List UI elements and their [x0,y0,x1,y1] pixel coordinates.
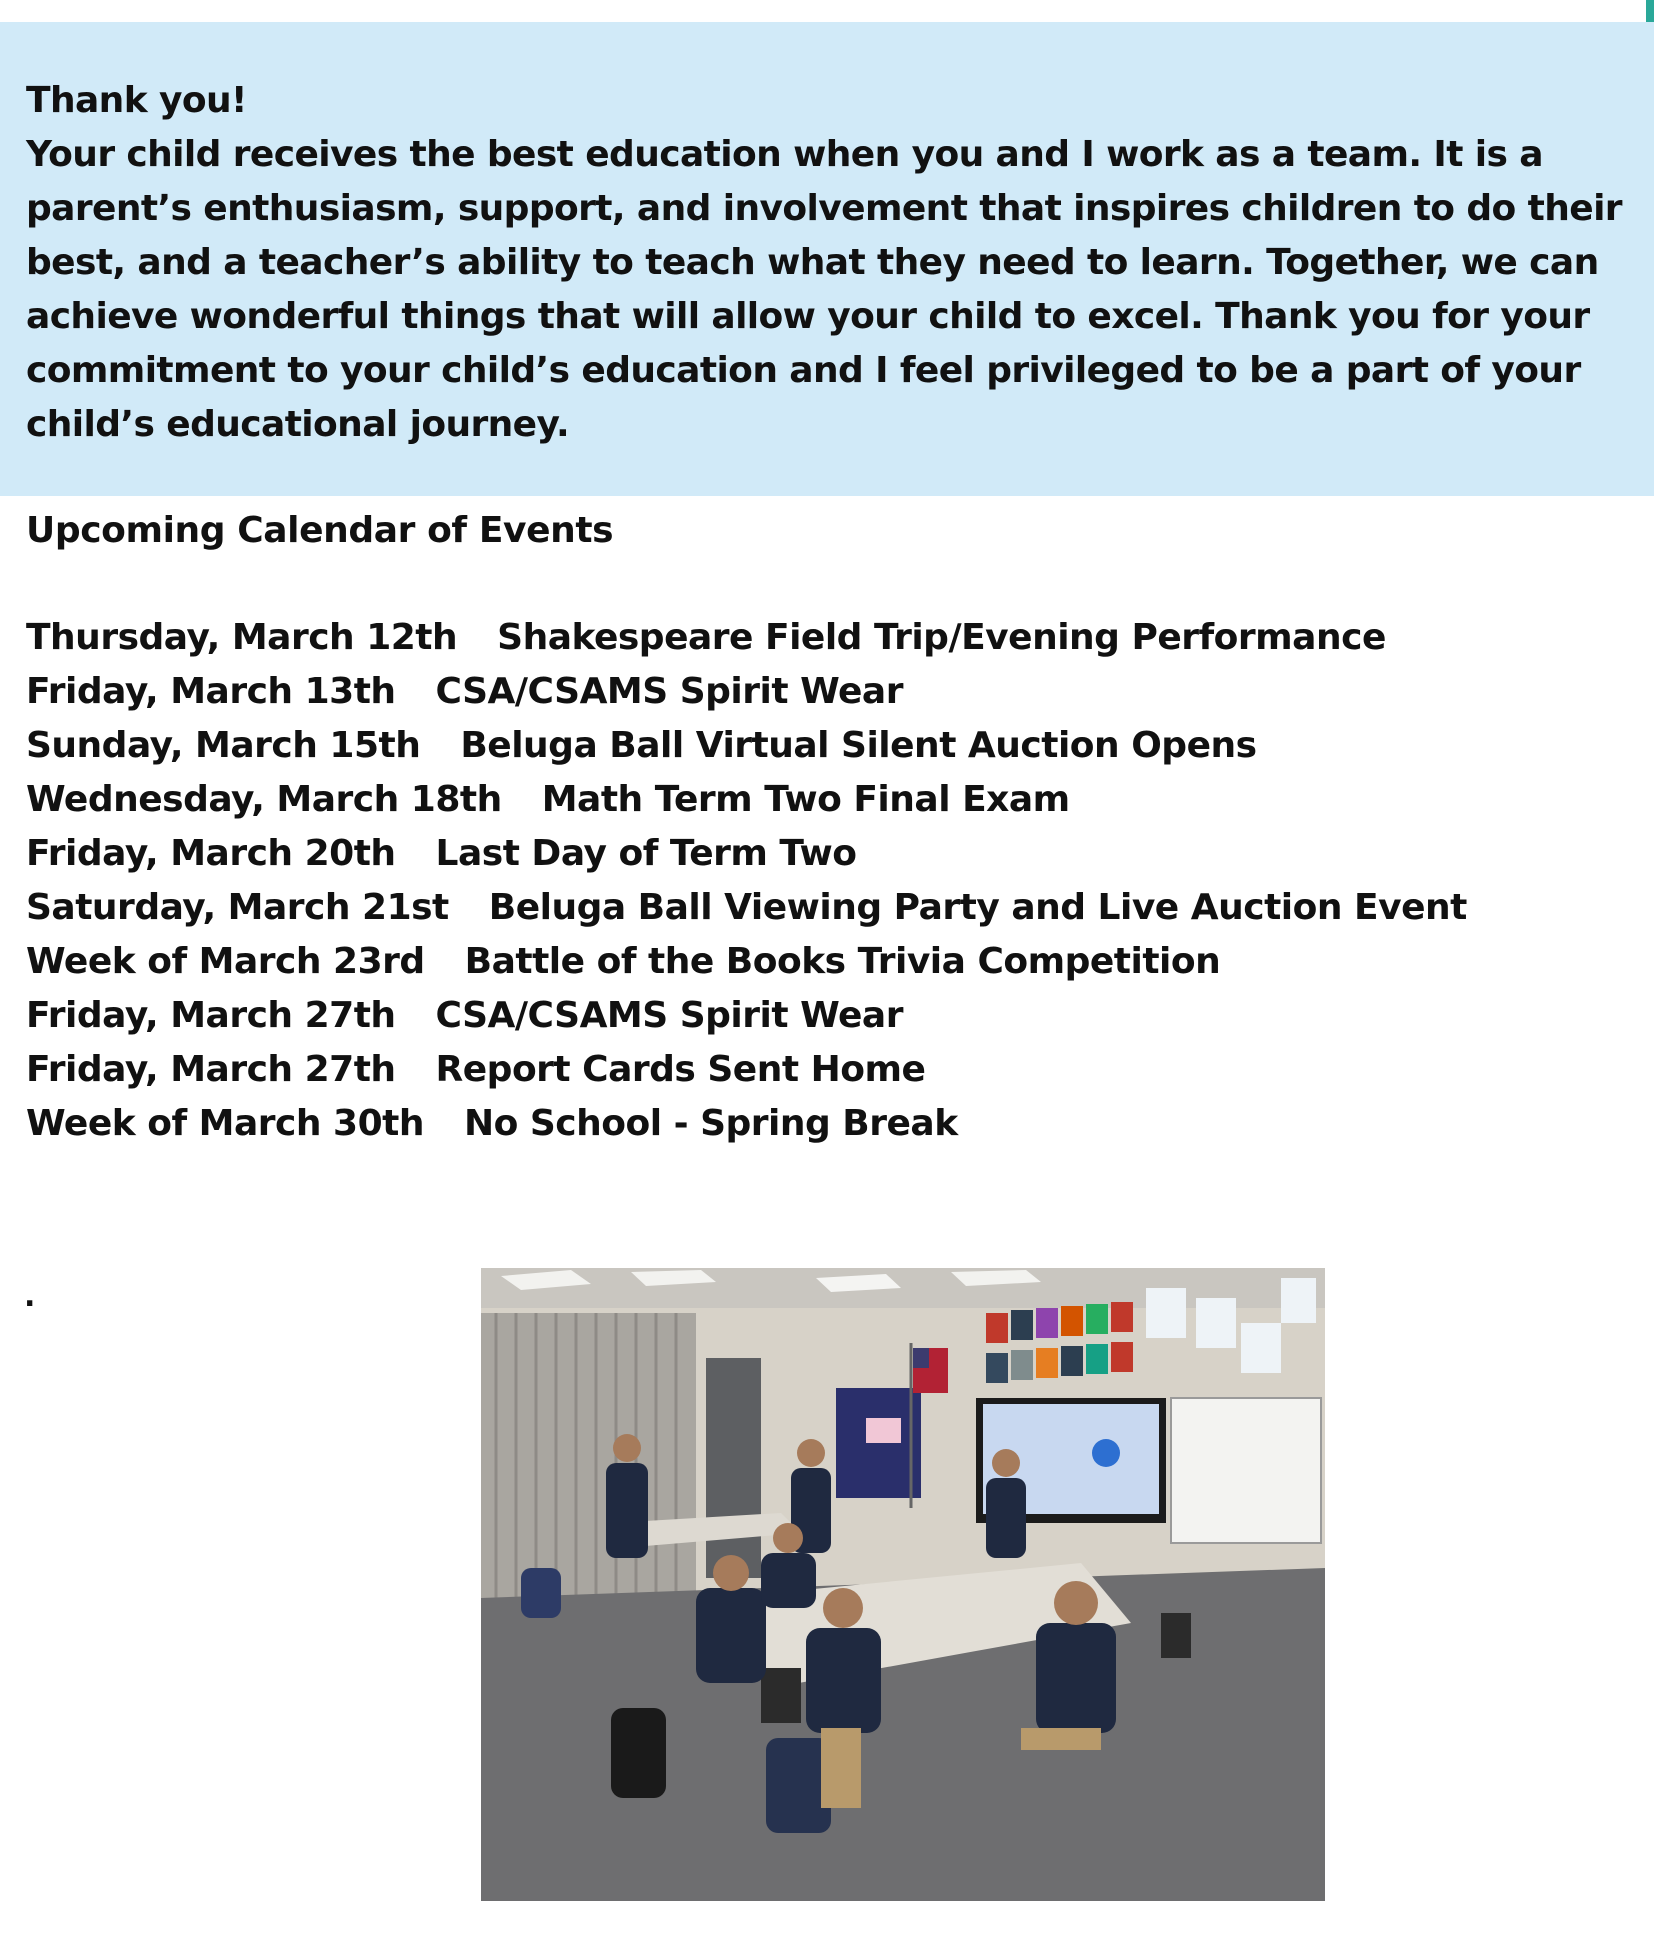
event-list [26,611,1606,1151]
event-row [26,881,1606,935]
event-date: Friday, March 27th [26,1049,396,1090]
calendar-heading: Upcoming Calendar of Events [26,510,614,551]
event-date: Week of March 30th [26,1103,424,1144]
event-title: Last Day of Term Two [435,833,857,874]
calendar-of-events [26,505,1606,1151]
event-title: Beluga Ball Virtual Silent Auction Opens [460,725,1257,766]
event-date: Thursday, March 12th [26,617,458,658]
event-date: Wednesday, March 18th [26,779,502,820]
thank-you-message: Your child receives the best education when you and I work as a team. It is a parent’s enthusiasm, support, and involvement that inspires children to do their best, and a teacher’s ability to teach what they need to learn. Together, we can achieve wonderful things that will allow your child to excel. Thank you for your commitment to your child’s education and I feel privileged to be a part of your child’s educational journey. [26,134,1622,445]
event-date: Friday, March 13th [26,671,396,712]
event-row [26,773,1606,827]
stray-period: . [24,1279,36,1314]
event-title: Shakespeare Field Trip/Evening Performance [497,617,1386,658]
event-date: Friday, March 20th [26,833,396,874]
thank-you-banner [0,22,1654,496]
top-right-accent [1646,0,1654,22]
classroom-photo [481,1268,1325,1901]
event-row [26,827,1606,881]
event-row [26,719,1606,773]
event-title: CSA/CSAMS Spirit Wear [435,995,903,1036]
event-row [26,935,1606,989]
thank-you-title: Thank you! [26,80,247,121]
event-title: Math Term Two Final Exam [541,779,1070,820]
event-row [26,1043,1606,1097]
event-date: Saturday, March 21st [26,887,449,928]
event-title: Battle of the Books Trivia Competition [464,941,1221,982]
event-date: Friday, March 27th [26,995,396,1036]
event-row [26,665,1606,719]
event-title: CSA/CSAMS Spirit Wear [435,671,903,712]
event-row [26,989,1606,1043]
event-date: Sunday, March 15th [26,725,421,766]
event-row [26,1097,1606,1151]
event-row [26,611,1606,665]
event-title: Report Cards Sent Home [435,1049,926,1090]
event-title: Beluga Ball Viewing Party and Live Auction Event [488,887,1467,928]
event-title: No School - Spring Break [463,1103,958,1144]
event-date: Week of March 23rd [26,941,425,982]
